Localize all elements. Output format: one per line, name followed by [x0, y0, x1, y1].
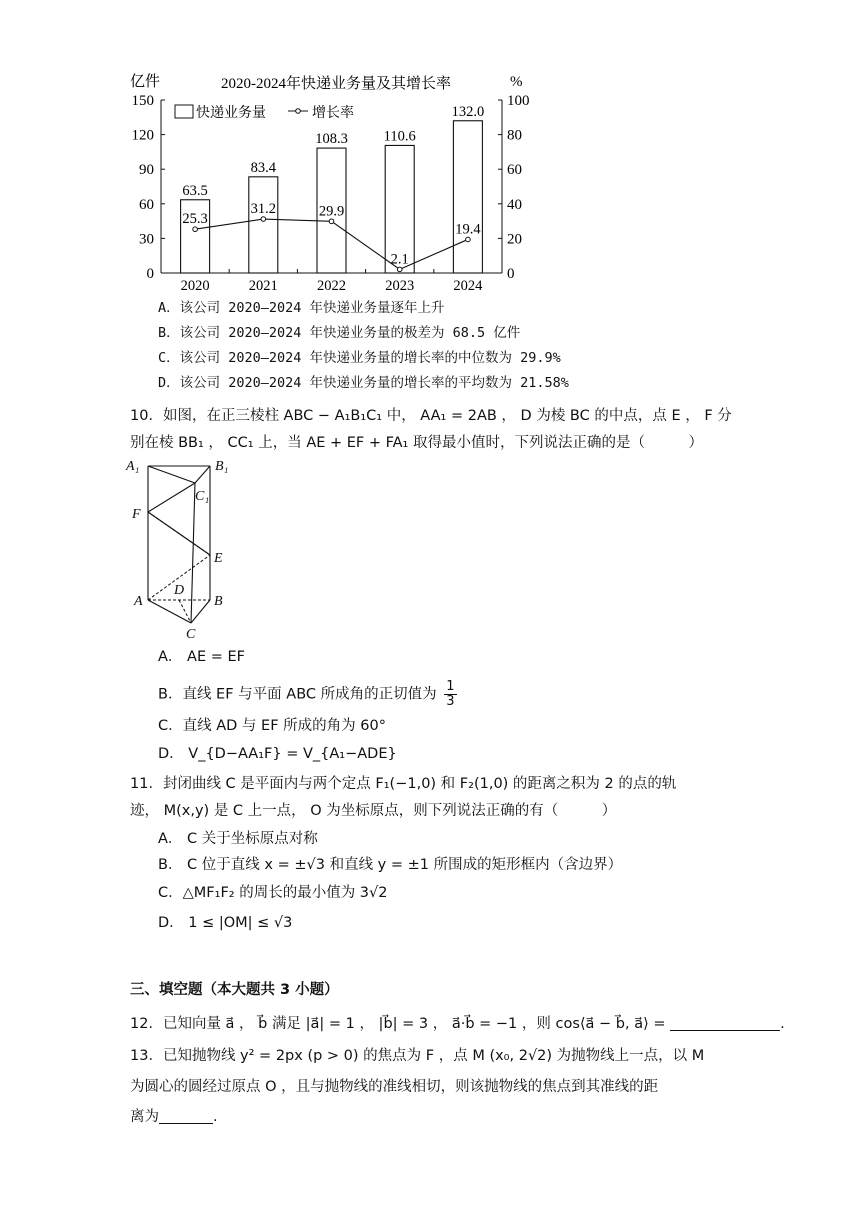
q13-stem-line1: 13．已知抛物线 y² = 2px (p > 0) 的焦点为 F ，点 M (x₀, 2√2) 为抛物线上一点，以 M [130, 1048, 705, 1064]
q9-option-c: C．该公司 2020—2024 年快递业务量的增长率的中位数为 29.9% [158, 350, 561, 366]
y-right-tick-label: 100 [507, 93, 530, 109]
bar-value-label: 108.3 [315, 131, 348, 148]
q13-answer-blank[interactable] [159, 1109, 213, 1124]
y-right-tick-label: 20 [507, 231, 522, 248]
bar-value-label: 132.0 [451, 103, 485, 120]
growth-rate-point [397, 267, 402, 272]
x-tick-label: 2021 [248, 278, 278, 294]
label-A1: A₁ [126, 459, 140, 474]
q11-option-b: B． C 位于直线 x = ±√3 和直线 y = ±1 所围成的矩形框内（含边界） [158, 857, 623, 873]
q11-option-c: C．△MF₁F₂ 的周长的最小值为 3√2 [158, 885, 388, 901]
q11-stem-line1: 11．封闭曲线 C 是平面内与两个定点 F₁(−1,0) 和 F₂(1,0) 的距离之积为 2 的点的轨 [130, 776, 677, 792]
growth-rate-point [193, 227, 198, 232]
section-heading-fill-in: 三、填空题（本大题共 3 小题） [130, 982, 339, 998]
q10-option-c: C．直线 AD 与 EF 所成的角为 60° [158, 718, 386, 734]
y-right-tick-label: 40 [507, 196, 522, 213]
bar [453, 121, 482, 273]
growth-rate-point [261, 217, 266, 222]
q10-stem-line2: 别在棱 BB₁ ， CC₁ 上，当 AE + EF + FA₁ 取得最小值时，下列说法正确的是（ ） [130, 435, 703, 451]
q10-option-b-fraction [444, 680, 456, 709]
label-B: B [214, 594, 223, 609]
q12-answer-blank[interactable] [670, 1016, 780, 1031]
q13-period: . [213, 1109, 218, 1125]
q9-option-b: B．该公司 2020—2024 年快递业务量的极差为 68.5 亿件 [158, 325, 521, 341]
bar-series [181, 104, 485, 273]
label-E: E [214, 551, 223, 566]
q11-option-d: D． 1 ≤ |OM| ≤ √3 [158, 915, 293, 931]
label-C: C [186, 627, 196, 642]
x-tick-label: 2024 [453, 278, 483, 294]
label-F: F [132, 507, 141, 522]
label-B1: B₁ [215, 459, 229, 474]
y-left-tick-label: 0 [146, 266, 154, 282]
y-left-tick-label: 60 [139, 196, 154, 213]
label-A: A [134, 594, 143, 609]
legend-line-marker [296, 109, 301, 114]
y-left-tick-label: 30 [139, 231, 154, 248]
q12-stem [130, 1014, 785, 1034]
q11-stem-line2: 迹， M(x,y) 是 C 上一点， O 为坐标原点，则下列说法正确的有（ ） [130, 803, 617, 819]
q9-option-d: D．该公司 2020—2024 年快递业务量的增长率的平均数为 21.58% [158, 375, 569, 391]
growth-rate-label: 25.3 [182, 211, 208, 228]
bar-value-label: 110.6 [383, 128, 416, 145]
x-tick-label: 2020 [180, 278, 210, 294]
y-right-tick-label: 0 [507, 266, 515, 282]
x-tick-label: 2022 [317, 278, 346, 294]
chart-legend [175, 104, 354, 121]
q9-option-a: A．该公司 2020—2024 年快递业务量逐年上升 [158, 300, 445, 316]
growth-rate-label: 19.4 [455, 221, 481, 238]
legend-bar-label: 快递业务量 [196, 106, 266, 121]
right-axis-unit: % [510, 74, 523, 90]
y-left-tick-label: 90 [139, 162, 154, 179]
q13-stem-line3 [130, 1107, 218, 1127]
express-volume-chart [128, 70, 548, 295]
q12-period: . [780, 1016, 785, 1032]
y-left-tick-label: 120 [131, 127, 154, 144]
q10-option-d: D． V_{D−AA₁F} = V_{A₁−ADE} [158, 746, 397, 762]
growth-rate-label: 2.1 [390, 251, 409, 268]
q10-stem-line1: 10．如图，在正三棱柱 ABC − A₁B₁C₁ 中， AA₁ = 2AB ， D 为棱 BC 的中点，点 E ， F 分 [130, 408, 732, 424]
label-D: D [174, 583, 185, 598]
q10-option-a: A． AE = EF [158, 649, 245, 665]
q10-option-b-text: B．直线 EF 与平面 ABC 所成角的正切值为 [158, 686, 437, 703]
bar-value-label: 83.4 [250, 159, 276, 176]
bar [249, 177, 278, 273]
q13-line3-text: 离为 [130, 1109, 159, 1125]
growth-rate-label: 29.9 [318, 203, 345, 220]
growth-rate-point [466, 237, 471, 242]
prism-figure [124, 458, 244, 643]
growth-rate-label: 31.2 [250, 201, 276, 218]
y-right-tick-label: 60 [507, 162, 522, 179]
growth-rate-point [329, 219, 334, 224]
fraction-numerator: 1 [446, 679, 455, 694]
legend-bar-swatch [175, 105, 193, 118]
q11-option-a: A． C 关于坐标原点对称 [158, 831, 318, 847]
x-tick-label: 2023 [385, 278, 415, 294]
chart-title: 2020-2024年快递业务量及其增长率 [221, 76, 451, 92]
fraction-denominator: 3 [446, 694, 455, 709]
y-right-tick-label: 80 [507, 127, 522, 144]
q13-stem-line2: 为圆心的圆经过原点 O ，且与抛物线的准线相切，则该抛物线的焦点到其准线的距 [130, 1079, 659, 1095]
q10-option-b [158, 680, 457, 709]
legend-line-label: 增长率 [312, 106, 354, 121]
y-left-tick-label: 150 [131, 93, 154, 109]
left-axis-unit: 亿件 [130, 74, 161, 90]
label-C1: C₁ [195, 489, 210, 504]
bar-value-label: 63.5 [182, 182, 208, 199]
q12-text: 12．已知向量 a⃗ ， b⃗ 满足 |a⃗| = 1 ， |b⃗| = 3 ， a⃗·b⃗ = −1 ，则 cos⟨a⃗ − b⃗, a⃗⟩ = [130, 1016, 666, 1032]
